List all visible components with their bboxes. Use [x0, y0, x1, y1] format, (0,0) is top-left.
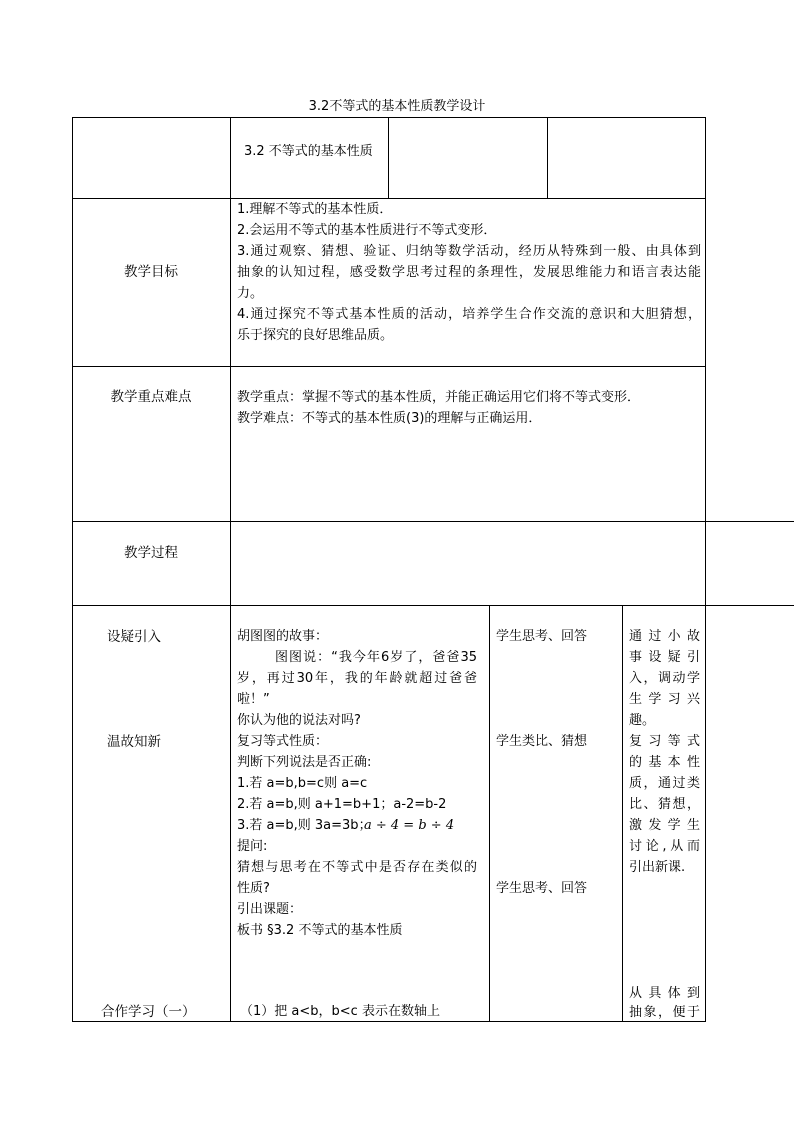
intent-line: 比、猜想， — [629, 797, 700, 812]
objective-line: 3.通过观察、猜想、验证、归纳等数学活动，经历从特殊到一般、由具体到 — [237, 244, 701, 259]
student-activity: 学生思考、回答 — [496, 881, 588, 896]
objective-line: 2.会运用不等式的基本性质进行不等式变形． — [237, 223, 497, 238]
student-activity: 学生思考、回答 — [496, 629, 588, 644]
objective-line: 力。 — [237, 286, 264, 301]
intent-line: 抽象，便于 — [629, 1005, 700, 1020]
intent-line: 激发学生 — [629, 818, 700, 833]
content-formula: a ÷ 4 = b ÷ 4 — [364, 818, 455, 833]
key-point-focus: 教学重点：掌握不等式的基本性质，并能正确运用它们将不等式变形． — [237, 390, 641, 405]
intent-line: 事设疑引 — [629, 650, 700, 665]
table-col-rule-1 — [230, 117, 231, 1022]
content-line: 1.若 a=b,b=c则 a=c — [237, 776, 368, 791]
content-line: 胡图图的故事： — [237, 629, 329, 644]
intent-line: 趣。 — [629, 713, 656, 728]
content-line: 啦！” — [237, 692, 270, 707]
table-col-rule-2 — [388, 117, 389, 199]
table-rule-3 — [72, 521, 794, 522]
content-line: 2.若 a=b,则 a+1=b+1；a-2=b-2 — [237, 797, 447, 812]
process-label: 教学过程 — [124, 545, 178, 561]
document-title: 3.2不等式的基本性质教学设计 — [308, 99, 486, 114]
key-point-difficulty: 教学难点：不等式的基本性质(3)的理解与正确运用． — [237, 411, 542, 426]
content-line: 图图说：“我今年6岁了，爸爸35 — [275, 650, 477, 665]
intent-line: 从具体到 — [629, 986, 700, 1001]
intent-line: 复习等式 — [629, 734, 700, 749]
stage-label-coop: 合作学习（一） — [101, 1004, 196, 1020]
objective-line: 1.理解不等式的基本性质． — [237, 202, 393, 217]
intent-line: 讨论,从而 — [629, 839, 700, 854]
objective-line: 乐于探究的良好思维品质。 — [237, 328, 394, 343]
intent-line: 引出新课. — [629, 860, 686, 875]
content-line: 复习等式性质： — [237, 734, 329, 749]
table-col-rule-5 — [622, 605, 623, 1022]
key-points-label: 教学重点难点 — [110, 389, 192, 405]
content-line: 你认为他的说法对吗? — [237, 713, 361, 728]
lesson-name: 3.2 不等式的基本性质 — [244, 144, 373, 159]
stage-label-review: 温故知新 — [107, 734, 161, 750]
intent-line: 通过小故 — [629, 629, 700, 644]
content-line: 判断下列说法是否正确: — [237, 755, 372, 770]
table-rule-4 — [72, 605, 794, 606]
content-line: 猜想与思考在不等式中是否存在类似的 — [237, 860, 477, 875]
table-col-rule-3 — [547, 117, 548, 199]
objective-line: 抽象的认知过程，感受数学思考过程的条理性，发展思维能力和语言表达能 — [237, 265, 701, 280]
content-line: 岁，再过30年，我的年龄就超过爸爸 — [237, 671, 477, 686]
intent-line: 质，通过类 — [629, 776, 700, 791]
intent-line: 生学习兴 — [629, 692, 700, 707]
content-line: 提问: — [237, 839, 268, 854]
stage-label-intro: 设疑引入 — [107, 629, 161, 645]
table-border-top — [72, 117, 706, 118]
table-border-left — [72, 117, 73, 1022]
content-line: 板书 §3.2 不等式的基本性质 — [237, 923, 403, 938]
student-activity: 学生类比、猜想 — [496, 734, 588, 749]
table-border-right — [705, 117, 706, 1022]
intent-line: 的基本性 — [629, 755, 700, 770]
content-line: 性质? — [237, 881, 270, 896]
objectives-label: 教学目标 — [124, 264, 178, 280]
table-col-rule-4 — [489, 605, 490, 1022]
objective-line: 4.通过探究不等式基本性质的活动，培养学生合作交流的意识和大胆猜想， — [237, 307, 701, 322]
content-line: （1）把 a<b，b<c 表示在数轴上 — [240, 1004, 440, 1019]
table-rule-2 — [72, 366, 706, 367]
content-line: 引出课题： — [237, 902, 303, 917]
intent-line: 入，调动学 — [629, 671, 700, 686]
content-line: 3.若 a=b,则 3a=3b； — [237, 818, 372, 833]
